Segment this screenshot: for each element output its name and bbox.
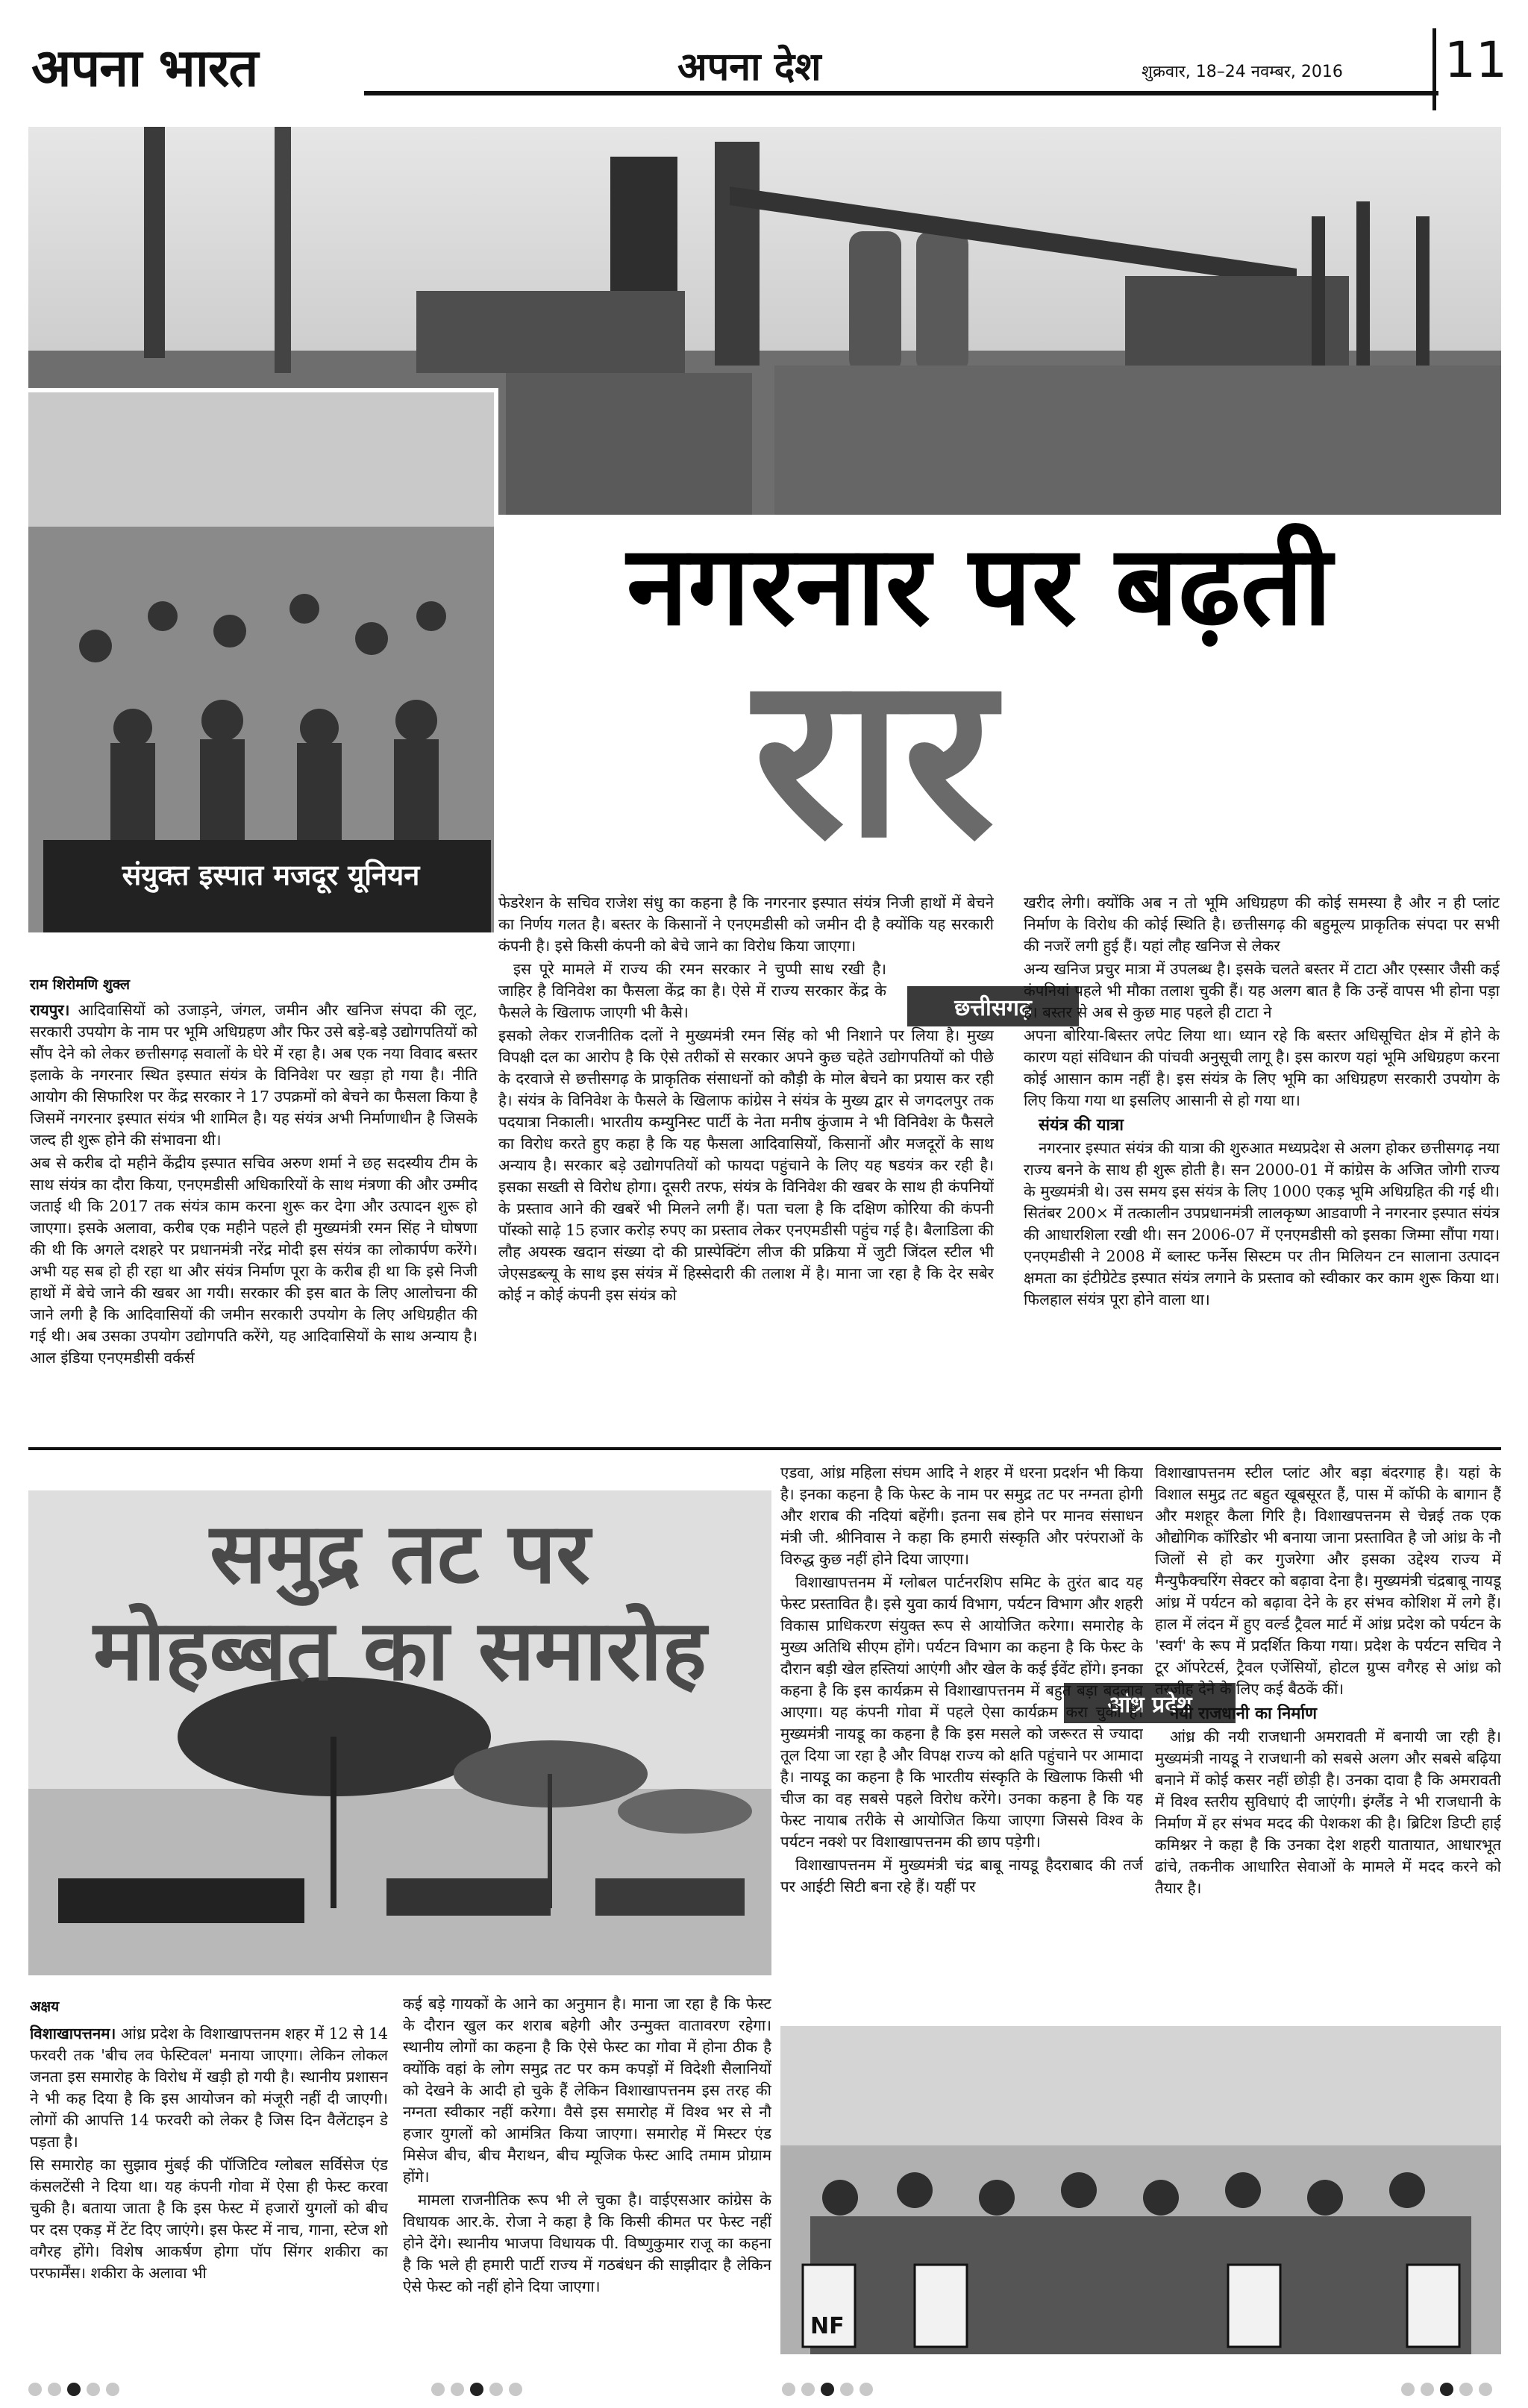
para	[30, 2154, 388, 2284]
subhead-sanyantra: संयंत्र की यात्रा	[1039, 1116, 1124, 1135]
region-tag-andhra: आंध्र प्रदेश	[1064, 1683, 1236, 1723]
footer-dot	[840, 2383, 854, 2396]
footer-dot	[509, 2383, 522, 2396]
beach-headline-line1: समुद्र तट पर	[210, 1505, 590, 1602]
nagarnar-col3	[1024, 892, 1500, 1440]
para	[30, 1153, 478, 1369]
footer-dot	[106, 2383, 119, 2396]
women-protest-graphic	[780, 2026, 1501, 2354]
section-name: अपना देश	[677, 45, 821, 90]
footer-dot-group	[1401, 2383, 1492, 2396]
footer-dot	[451, 2383, 464, 2396]
march-banner-text: संयुक्त इस्पात मजदूर यूनियन	[122, 859, 420, 891]
para: कई बड़े गायकों के आने का अनुमान है। माना जा रहा है कि फेस्ट के दौरान खुल कर शराब बहेगी और उन्मुक्त वातावरण रहेगा। स्थानीय लोगों का कहना है कि ऐसे फेस्ट का गोवा में होना ठीक है क्योंकि वहां के लोग समुद्र तट पर कम कपड़ों में विदेशी सैलानियों को देखने के आदी हो चुके हैं लेकिन विशाखापत्तनम इस तरह की नग्नता स्वीकार नहीं करेगा। वैसे इस समारोह में विश्व भर से नौ हजार युगलों को आमंत्रित किया जाएगा। समारोह में मिस्टर एंड मिसेज बीच, बीच मैराथन, बीच म्यूजिक फेस्ट आदि तमाम प्रोग्राम होंगे।	[403, 1995, 771, 2186]
para: विशाखापत्तनम स्टील प्लांट और बड़ा बंदरगाह है। यहां के विशाल समुद्र तट बहुत खूबसूरत हैं, पास में कॉफी के बागान हैं और मशहूर कैला गिरि है। विशाखपत्तनम से चेन्नई तक एक औद्योगिक कॉरिडोर भी बनाया जाना प्रस्तावित है जो आंध्र के नौ जिलों से हो कर गुजरेगा और इसका उद्देश्य राज्य में मैन्युफैक्चरिंग सेक्टर को बढ़ावा देना है। मुख्यमंत्री चंद्रबाबू नायडू आंध्र में पर्यटन को बढ़ावा देने के हर संभव कोशिश में लगे हैं। हाल में लंदन में हुए वर्ल्ड ट्रैवल मार्ट में आंध्र प्रदेश को पर्यटन के 'स्वर्ग' के रूप में प्रदर्शित किया गया। प्रदेश के पर्यटन सचिव ने टूर ऑपरेटर्स, ट्रैवल एजेंसियों, होटल ग्रुप्स वगैरह से आंध्र को तरजीह देने के लिए कई बैठकें कीं।	[1155, 1464, 1501, 1698]
para: फेडरेशन के सचिव राजेश संधु का कहना है कि नगरनार इस्पात संयंत्र निजी हाथों में बेचने का निर्णय गलत है। बस्तर के किसानों ने एनएमडीसी को जमीन दी है क्योंकि यह सरकारी कंपनी है। इसे किसी कंपनी को बेचे जाने का विरोध किया जाएगा।	[498, 894, 994, 955]
section-rule	[28, 1447, 1501, 1450]
headline-line1: नगरनार पर बढ़ती	[627, 521, 1333, 650]
beach-photo	[28, 1490, 771, 1975]
footer-dot	[1479, 2383, 1492, 2396]
nagarnar-headline	[507, 521, 1500, 887]
para-text: आंध्र प्रदेश के विशाखापत्तनम शहर में 12 से 14 फरवरी तक 'बीच लव फेस्टिवल' मनाया जाएगा। लेकिन लोकल जनता इस समारोह के विरोध में खड़ी हो गयी है। स्थानीय प्रशासन ने भी कह दिया है कि इस आयोजन को मंजूरी नहीं दी जाएगी। लोगों की आपत्ति 14 फरवरी को लेकर है जिस दिन वैलेंटाइन डे पड़ता है।	[30, 2025, 388, 2151]
issue-date: शुक्रवार, 18–24 नवम्बर, 2016	[1142, 63, 1343, 81]
masthead-rule	[364, 91, 1438, 95]
masthead	[28, 28, 1507, 110]
para: मामला राजनीतिक रूप भी ले चुका है। वाईएसआर कांग्रेस के विधायक आर.के. रोजा ने कहा है कि किसी कीमत पर फेस्ट नहीं होने देंगे। स्थानीय भाजपा विधायक पी. विष्णुकुमार राजू का कहना है कि भले ही हमारी पार्टी राज्य में गठबंधन की साझीदार है लेकिन ऐसे फेस्ट को नहीं होने दिया जाएगा।	[403, 2191, 771, 2295]
byline: राम शिरोमणि शुक्ल	[30, 976, 130, 993]
para: विशाखापत्तनम में ग्लोबल पार्टनरशिप समिट के तुरंत बाद यह फेस्ट प्रस्तावित है। इसे युवा कार्य विभाग, पर्यटन विभाग और शहरी विकास प्राधिकरण संयुक्त रूप से आयोजित करेगा। समारोह के मुख्य अतिथि सीएम होंगे। पर्यटन विभाग का कहना है कि फेस्ट के दौरान बड़ी खेल हस्तियां आएंगी और खेल के कई ईवेंट होंगे। इनका कहना है कि इस कार्यक्रम से विशाखापत्तनम में बहुत बड़ा बदलाव आएगा। यह कंपनी गोवा में पहले ऐसा कार्यक्रम करा चुकी है। मुख्यमंत्री नायडू का कहना है कि इस मसले को जरूरत से ज्यादा तूल दिया जा रहा है और विपक्ष राज्य को क्षति पहुंचाने पर आमादा है। नायडू का कहना है कि भारतीय संस्कृति के खिलाफ किसी भी चीज का वह सबसे पहले विरोध करेंगे। उनका कहना है कि यह फेस्ट नायाब तरीके से आयोजित किया जाएगा जिससे विश्व के पर्यटन नक्शे पर विशाखापत्तनम की छाप पड़ेगी।	[780, 1573, 1143, 1851]
para: आंध्र की नयी राजधानी अमरावती में बनायी जा रही है। मुख्यमंत्री नायडू ने राजधानी को सबसे अलग और सबसे बढ़िया बनाने में कोई कसर नहीं छोड़ी है। उनका दावा है कि अमरावती में विश्व स्तरीय सुविधाएं दी जाएंगी। इंग्लैंड ने भी राजधानी के निर्माण में हर संभव मदद की पेशकश की है। ब्रिटिश डिप्टी हाई कमिश्नर ने कहा है कि उनका देश शहरी यातायात, आधारभूत ढांचे, तकनीक आधारित सेवाओं के मामले में मदद करने को तैयार है।	[1155, 1728, 1501, 1897]
para: इसको लेकर राजनीतिक दलों ने मुख्यमंत्री रमन सिंह को भी निशाने पर लिया है। मुख्य विपक्षी दल का आरोप है कि ऐसे तरीकों से सरकार अपने कुछ चहेते उद्योगपतियों को पीछे के दरवाजे से छत्तीसगढ़ के प्राकृतिक संसाधनों को कौड़ी के मोल बेचने का प्रयास कर रही है। संयंत्र के विनिवेश के फैसले के खिलाफ कांग्रेस ने संयंत्र के मुख्य द्वार से जगदलपुर तक पदयात्रा निकाली। भारतीय कम्युनिस्ट पार्टी के नेता मनीष कुंजाम ने भी विनिवेश के फैसले का विरोध करते हुए कहा है कि यह फैसला आदिवासियों, किसानों और मजदूरों के साथ अन्याय है। सरकार बड़े उद्योगपतियों को फायदा पहुंचाने के लिए यह षडयंत्र कर रही है। इसका सख्ती से विरोध होगा। दूसरी तरफ, संयंत्र के विनिवेश की खबर के साथ ही कंपनियों के प्रस्ताव आने की खबरें भी मिलने लगी हैं। पता चला है कि दक्षिण कोरिया की कंपनी पॉस्को साढ़े 15 हजार करोड़ रुपए का प्रस्ताव लेकर एनएमडीसी पहुंच गई है। बैलाडिला की लौह अयस्क खदान संख्या दो की प्रास्पेक्टिंग लीज की प्रक्रिया में जुटी जिंदल स्टील भी जेएसडब्ल्यू के साथ इस संयंत्र में हिस्सेदारी की तलाश में है। माना जा रहा है कि देर सबेर कोई न कोई कंपनी इस संयंत्र को	[498, 1026, 994, 1304]
beach-col3	[780, 1462, 1143, 2011]
footer-dot	[1401, 2383, 1415, 2396]
page-divider	[1432, 28, 1436, 110]
footer-dot	[1459, 2383, 1473, 2396]
para: इस पूरे मामले में राज्य की रमन सरकार ने चुप्पी साध रखी है। जाहिर है विनिवेश का फैसला केंद्र का है। ऐसे में राज्य सरकार केंद्र के फैसले के खिलाफ जाएगी भी कैसे।	[498, 960, 886, 1021]
page-number: 11	[1444, 31, 1507, 89]
footer-dot-group	[782, 2383, 873, 2396]
footer-dot-group	[431, 2383, 522, 2396]
para-text: आदिवासियों को उजाड़ने, जंगल, जमीन और खनिज संपदा की लूट, सरकारी उपयोग के नाम पर भूमि अधिग्रहण और फिर उसे बड़े-बड़े उद्योगपतियों को सौंप देने को लेकर छत्तीसगढ़ सवालों के घेरे में रहा है। अब एक नया विवाद बस्तर इलाके के नगरनार स्थित इस्पात संयंत्र के विनिवेश पर खड़ा हो गया है। नीति आयोग की सिफारिश पर केंद्र सरकार ने 17 उपक्रमों को बेचने का फैसला किया है जिसमें नगरनार इस्पात संयंत्र भी शामिल है। यह संयंत्र अभी निर्माणाधीन है जिसके जल्द ही शुरू होने की संभावना थी।	[30, 1001, 478, 1149]
beach-col2	[403, 1993, 771, 2359]
footer-dot	[782, 2383, 795, 2396]
footer-dot	[431, 2383, 445, 2396]
beach-headline-line2: मोहब्बत का समारोह	[93, 1602, 707, 1699]
footer-dot	[489, 2383, 503, 2396]
para: नगरनार इस्पात संयंत्र की यात्रा की शुरुआत मध्यप्रदेश से अलग होकर छत्तीसगढ़ नया राज्य बनने के साथ ही शुरू होती है। सन 2000-01 में कांग्रेस के अजित जोगी राज्य के मुख्यमंत्री थे। उस समय इस संयंत्र के लिए 1000 एकड़ भूमि अधिग्रहित की गई थी। सितंबर 200× में तत्कालीन उपप्रधानमंत्री लालकृष्ण आडवाणी ने नगरनार इस्पात संयंत्र की आधारशिला रखी थी। सन 2006-07 में एनएमडीसी को इसका जिम्मा सौंपा गया। एनएमडीसी ने 2008 में ब्लास्ट फर्नेस सिस्टम पर तीन मिलियन टन सालाना उत्पादन क्षमता का इंटीग्रेटेड इस्पात संयंत्र लगाने के प्रस्ताव को स्वीकार कर काम शुरू किया था। फिलहाल संयंत्र पूरा होने वाला था।	[1024, 1139, 1500, 1308]
march-photo	[28, 388, 498, 932]
paper-name: अपना भारत	[31, 37, 258, 98]
region-tag-chhattisgarh: छत्तीसगढ़	[907, 986, 1079, 1026]
dateline: विशाखापत्तनम।	[30, 2025, 116, 2042]
protest-sign-text: NF	[810, 2313, 845, 2339]
beach-col1	[30, 2023, 388, 2359]
para-text: अब से करीब दो महीने केंद्रीय इस्पात सचिव अरुण शर्मा ने छह सदस्यीय टीम के साथ संयंत्र का दौरा किया, एनएमडीसी अधिकारियों के साथ मंत्रणा की और उम्मीद जताई थी कि 2017 तक संयंत्र काम करना शुरू कर देगा और उत्पादन शुरू हो जाएगा। इसके अलावा, करीब एक महीने पहले ही मुख्यमंत्री रमन सिंह ने घोषणा की थी कि अगले दशहरे पर प्रधानमंत्री नरेंद्र मोदी इस संयंत्र का लोकार्पण करेंगे। अभी यह सब हो ही रहा था और संयंत्र निर्माण पूरा के करीब ही था कि इसे निजी हाथों में बेचे जाने की खबर आ गयी। सरकार की इस बात के लिए आलोचना की जाने लगी है कि आदिवासियों की जमीन सरकारी उपयोग के लिए अधिग्रहीत की गई थी। अब उसका उपयोग उद्योगपति करेंगे, यह आदिवासियों के साथ अन्याय है। आल इंडिया एनएमडीसी वर्कर्स	[30, 1154, 478, 1367]
protest-march-graphic	[28, 392, 498, 932]
para: अन्य खनिज प्रचुर मात्रा में उपलब्ध है। इसके चलते बस्तर में टाटा और एस्सार जैसी कई कंपनियां पहले भी मौका तलाश चुकी हैं। यह अलग बात है कि उन्हें वापस भी होना पड़ा है। बस्तर से अब से कुछ माह पहले ही टाटा ने	[1024, 960, 1500, 1021]
footer-dot	[821, 2383, 834, 2396]
para-text: सि समारोह का सुझाव मुंबई की पॉजिटिव ग्लोबल सर्विसेज एंड कंसलटेंसी ने दिया था। यह कंपनी गोवा में ऐसा ही फेस्ट करवा चुकी है। बताया जाता है कि इस फेस्ट में हजारों युगलों को बीच पर दस एकड़ में टेंट दिए जाएंगे। इस फेस्ट में नाच, गाना, स्टेज शो वगैरह होंगे। विशेष आकर्षण होगा पॉप सिंगर शकीरा का परफार्मेंस। शकीरा के अलावा भी	[30, 2156, 388, 2282]
footer-dot	[1440, 2383, 1453, 2396]
footer-dot-group	[28, 2383, 119, 2396]
headline-line2: रार	[754, 627, 995, 887]
beach-byline: अक्षय	[30, 1998, 60, 2015]
footer-dots	[28, 2378, 1501, 2401]
dateline: रायपुर।	[30, 1001, 70, 1019]
footer-dot	[1421, 2383, 1434, 2396]
para: खरीद लेगी। क्योंकि अब न तो भूमि अधिग्रहण की कोई समस्या है और न ही प्लांट निर्माण के विरोध की कोई स्थिति है। छत्तीसगढ़ की बहुमूल्य प्राकृतिक संपदा पर सभी की नजरें लगी हुई हैं। यहां लौह खनिज से लेकर	[1024, 894, 1500, 955]
footer-dot	[28, 2383, 42, 2396]
para: विशाखापत्तनम में मुख्यमंत्री चंद्र बाबू नायडू हैदराबाद की तर्ज पर आईटी सिटी बना रहे हैं। यहीं पर	[780, 1856, 1143, 1896]
footer-dot	[48, 2383, 61, 2396]
nagarnar-col1	[30, 1000, 478, 1440]
nagarnar-col2	[498, 892, 994, 1440]
beach-col4	[1155, 1462, 1501, 2011]
footer-dot	[67, 2383, 81, 2396]
para	[30, 1000, 478, 1151]
para: अपना बोरिया-बिस्तर लपेट लिया था। ध्यान रहे कि बस्तर अधिसूचित क्षेत्र में होने के कारण यहां संविधान की पांचवी अनुसूची लागू है। इस कारण यहां भूमि अधिग्रहण करना कोई आसान काम नहीं है। इस संयंत्र के लिए भूमि का अधिग्रहण सरकारी उपयोग के लिए किया गया था इसलिए आसानी से हो गया था।	[1024, 1026, 1500, 1109]
para: एडवा, आंध्र महिला संघम आदि ने शहर में धरना प्रदर्शन भी किया है। इनका कहना है कि फेस्ट के नाम पर समुद्र तट पर नग्नता होगी और शराब की नदियां बहेंगी। इतना सब होने पर मानव संसाधन मंत्री जी. श्रीनिवास ने कहा कि हमारी संस्कृति और परंपराओं के विरुद्ध कुछ नहीं होने दिया जाएगा।	[780, 1464, 1143, 1568]
footer-dot	[470, 2383, 483, 2396]
subhead-new-capital: नयी राजधानी का निर्माण	[1170, 1705, 1318, 1723]
footer-dot	[801, 2383, 815, 2396]
footer-dot	[860, 2383, 873, 2396]
protest-photo	[780, 2026, 1501, 2354]
footer-dot	[87, 2383, 100, 2396]
para	[30, 2023, 388, 2153]
